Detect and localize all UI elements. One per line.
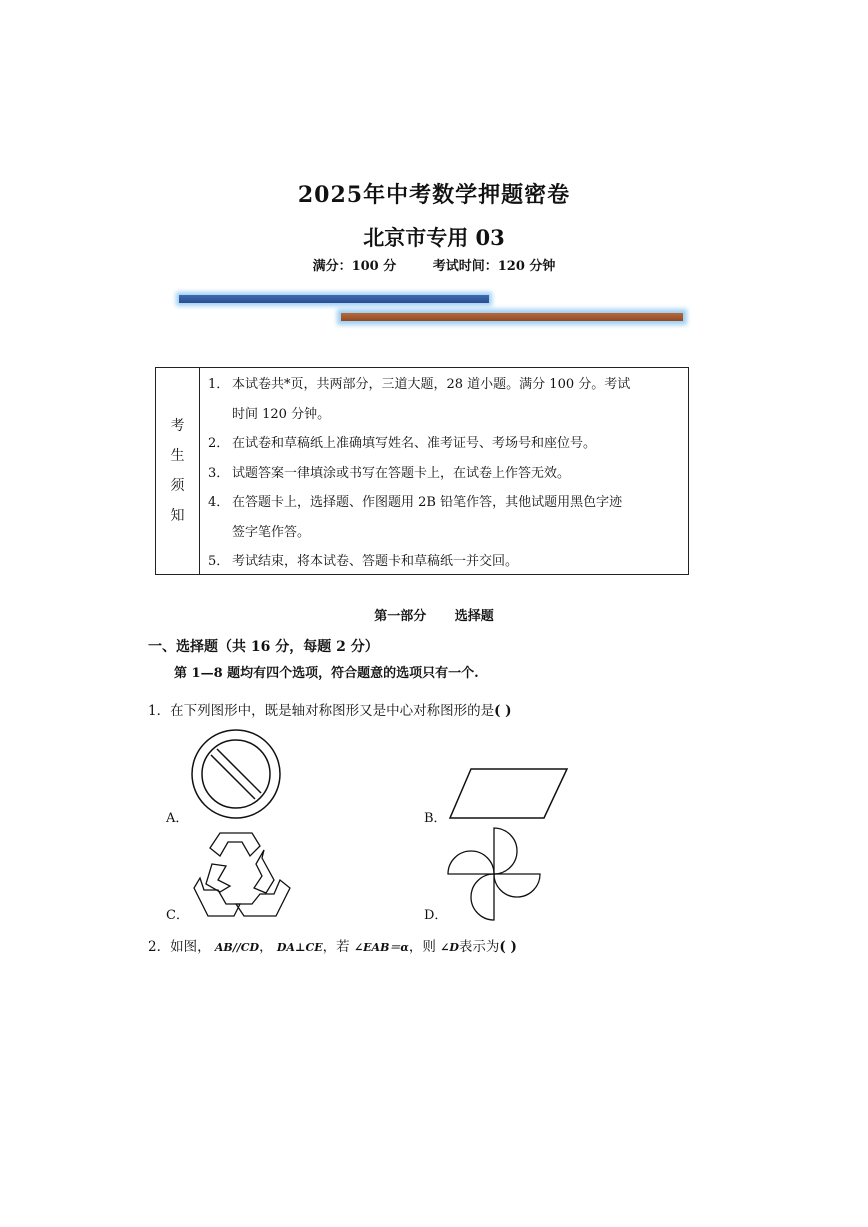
question-2-prefix: 2．如图， [148, 939, 211, 955]
pinwheel-figure [446, 826, 542, 922]
notice-label-char: 须 [170, 478, 185, 494]
q2-expression-parallel: AB//CD [214, 941, 260, 954]
part-title: 一、选择题（共 16 分，每题 2 分） [148, 639, 379, 655]
notice-label-char: 知 [170, 508, 185, 524]
option-b-label: B． [424, 811, 447, 826]
notice-label [156, 368, 200, 574]
q2-separator: ，若 [322, 939, 350, 955]
notice-item-continuation [208, 518, 682, 548]
option-a-label: A． [166, 811, 189, 826]
q2-separator: ，则 [408, 939, 436, 955]
notice-item [208, 459, 682, 489]
exam-meta [0, 255, 868, 274]
notice-item [208, 488, 682, 518]
q2-expression-angle-d: ∠D [440, 941, 459, 954]
exam-subtitle: 北京市专用 03 [363, 225, 505, 250]
notice-item [208, 547, 682, 577]
notice-item-text: 在试卷和草稿纸上准确填写姓名、准考证号、考场号和座位号。 [232, 436, 597, 451]
decorative-brown-bar [341, 313, 683, 321]
candidate-notice-table [155, 367, 689, 575]
question-2-suffix: 表示为 [458, 939, 500, 955]
notice-item-text: 时间 120 分钟。 [232, 406, 331, 422]
notice-items [208, 370, 682, 577]
notice-item-text: 签字笔作答。 [232, 524, 311, 540]
part-description: 第 1—8 题均有四个选项，符合题意的选项只有一个. [174, 666, 479, 681]
answer-bracket: ( ) [494, 703, 512, 719]
q2-separator: ， [259, 939, 273, 955]
notice-item-number: 2． [208, 436, 230, 451]
q2-expression-angle-eab: ∠EAB＝α [353, 941, 409, 954]
answer-bracket: ( ) [499, 939, 517, 955]
notice-item-number: 5． [208, 554, 230, 569]
decorative-blue-bar [179, 295, 489, 303]
notice-label-char: 考 [170, 418, 185, 434]
parallelogram-figure [448, 767, 570, 821]
notice-item-text: 在答题卡上，选择题、作图题用 2B 铅笔作答，其他试题用黑色字迹 [232, 495, 623, 510]
notice-item-text: 本试卷共*页，共两部分，三道大题，28 道小题。满分 100 分。考试 [232, 377, 631, 392]
prohibition-sign-figure [190, 728, 282, 820]
section-part: 第一部分 [374, 609, 427, 624]
notice-item-text: 试题答案一律填涂或书写在答题卡上，在试卷上作答无效。 [232, 465, 571, 481]
notice-item [208, 370, 682, 400]
notice-item-continuation [208, 400, 682, 430]
q2-expression-perpendicular: DA⊥CE [276, 941, 323, 954]
full-score: 满分：100 分 [312, 259, 397, 274]
exam-time: 考试时间：120 分钟 [432, 259, 556, 274]
notice-item-number: 1． [208, 377, 230, 392]
section-name: 选择题 [454, 609, 494, 624]
question-1 [148, 699, 512, 719]
exam-title: 2025年中考数学押题密卷 [297, 182, 571, 208]
notice-label-char: 生 [170, 448, 185, 464]
option-c-label: C． [166, 908, 189, 923]
option-d-label: D． [424, 908, 448, 923]
notice-item-text: 考试结束，将本试卷、答题卡和草稿纸一并交回。 [232, 554, 519, 569]
notice-item-number: 4． [208, 495, 230, 510]
notice-item-number: 3． [208, 465, 230, 481]
notice-item [208, 429, 682, 459]
question-2 [148, 935, 517, 955]
question-1-text: 1．在下列图形中，既是轴对称图形又是中心对称图形的是 [148, 703, 495, 719]
recycle-arrows-figure [190, 828, 294, 920]
section-heading [0, 605, 868, 624]
